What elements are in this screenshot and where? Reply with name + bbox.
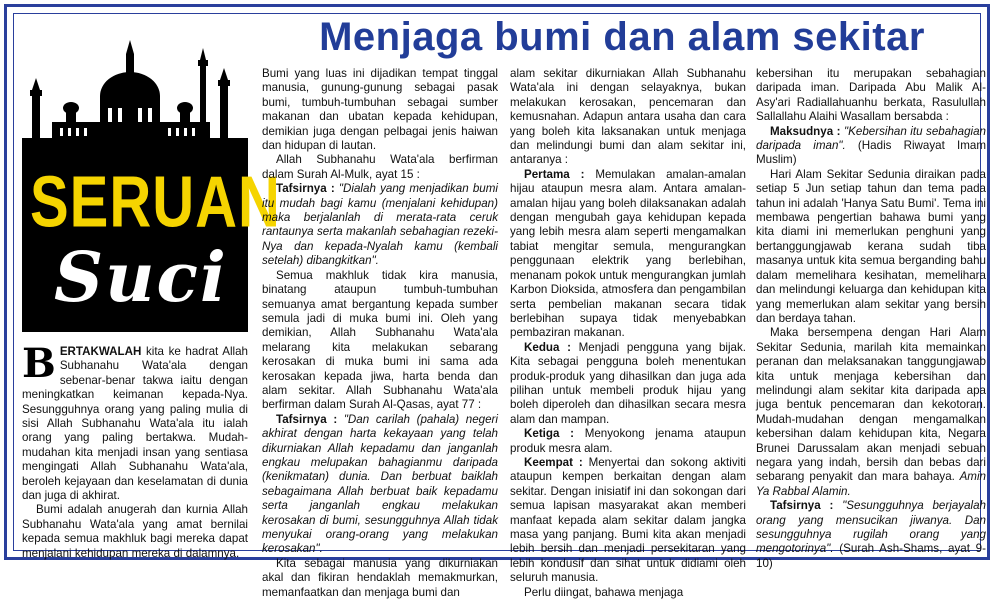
column-3 <box>510 67 746 600</box>
tafsir-paragraph <box>756 499 986 571</box>
paragraph <box>756 326 986 499</box>
column-1 <box>22 340 248 561</box>
maksud-paragraph <box>756 125 986 168</box>
tafsir-label: Tafsirnya : <box>276 412 338 426</box>
tafsir-paragraph <box>262 413 498 557</box>
article-title: Menjaga bumi dan alam sekitar <box>319 15 925 59</box>
paragraph: Perlu diingat, bahawa menjaga <box>524 585 684 599</box>
maksud-label: Maksudnya : <box>770 124 841 138</box>
tafsir-paragraph <box>262 182 498 268</box>
lead-word: ERTAKWALAH <box>59 345 142 358</box>
list-item-kedua <box>510 341 746 427</box>
hadith-source: (Hadis Riwayat Imam Muslim) <box>756 139 986 167</box>
paragraph: Kita sebagai manusia yang dikurniakan akal dan fikiran hendaklah memakmurkan, memanfaatkan dan menjaga bumi dan <box>262 556 498 599</box>
paragraph: Allah Subhanahu Wata'ala berfirman dalam Surah Al-Mulk, ayat 15 : <box>262 153 498 181</box>
tafsir-text: "Dan carilah (pahala) negeri akhirat dengan harta kekayaan yang telah dikurniakan Allah kepadamu dan janganlah engkau melupakan bahagianmu daripada (kenikmatan) dunia. Dan berbuat baiklah sebagaimana Allah berbuat baik kepadamu serta janganlah engkau melakukan kerosakan di bumi, sesungguhnya Allah tidak menyukai orang-orang yang melakukan kerosakan". <box>262 412 498 556</box>
item-label: Kedua : <box>524 340 571 354</box>
item-label: Keempat : <box>524 455 583 469</box>
item-label: Pertama : <box>524 167 585 181</box>
logo-suci-text: Suci <box>54 238 228 318</box>
tafsir-label: Tafsirnya : <box>770 499 834 513</box>
seruan-suci-logo <box>22 150 281 332</box>
item-text: Memulakan amalan-amalan hijau ataupun mesra alam. Antara amalan-amalan hijau yang boleh dilaksanakan adalah dengan mengubah gaya kehidupan kepada yang lebih mesra alam seperti mengamalkan tabiat mengitar semula, mengurangkan penggunaan elektrik yang berlebihan, menanam pokok untuk mengurangkan jumlah Karbon Dioksida, atmosfera dan pengambilan serta pembelian makanan secara tidak berlebihan supaya tidak menyebabkan pembaziran makanan. <box>510 167 746 340</box>
drop-cap: B <box>22 340 56 387</box>
paragraph-text: kita ke hadrat Allah Subhanahu Wata'ala dengan sebenar-benar takwa iaitu dengan meningkatkan keimanan kepada-Nya. Sesungguhnya orang yang paling mulia di sisi Allah Subhanahu Wata'ala itu ialah orang yang paling bertakwa. Mudah-mudahan kita menjadi insan yang sentiasa mengingati Allah Subhanahu Wata'ala, beroleh kejayaan dan keselamatan di dunia dan juga di akhirat. <box>22 345 248 503</box>
list-item-keempat <box>510 456 746 586</box>
paragraph: kebersihan itu merupakan sebahagian daripada iman. Daripada Abu Malik Al-Asy'ari Radiallahuanhu berkata, Rasulullah Sallallahu Alaihi Wasallam bersabda : <box>756 67 986 124</box>
paragraph: alam sekitar dikurniakan Allah Subhanahu Wata'ala ini dengan selayaknya, bukan melakukan kerosakan, pencemaran dan kemusnahan. Adapun antara usaha dan cara yang boleh kita laksanakan untuk menjaga dan melindungi bumi dan alam sekitar ini, antaranya : <box>510 67 746 167</box>
paragraph: Bumi adalah anugerah dan kurnia Allah Subhanahu Wata'ala yang amat bernilai kepada semua makhluk bagi mereka dapat menjalani kehidupan mereka di dalamnya. <box>22 503 248 560</box>
tafsir-text: "Dialah yang menjadikan bumi itu mudah bagi kamu (menjalani kehidupan) maka berjalanlah di merata-rata ceruk rantaunya serta makanlah sebahagian rezeki-Nya dan kepada-Nyalah kamu (kembali setelah) dibangkitkan". <box>262 182 498 268</box>
paragraph: Bumi yang luas ini dijadikan tempat tinggal manusia, gunung-gunung sebagai pasak bumi, tumbuh-tumbuhan sebagai sumber makanan dan ubatan kepada kehidupan, demikian juga dengan pelbagai jenis haiwan dan hidupan di lautan. <box>262 67 498 153</box>
logo-seruan-text: SERUAN <box>30 161 281 243</box>
surah-source: (Surah Ash-Shams, ayat 9-10) <box>756 542 986 570</box>
closing-prayer: Amin Ya Rabbal Alamin. <box>756 470 986 498</box>
mosque-silhouette-icon <box>22 34 248 154</box>
paragraph: Hari Alam Sekitar Sedunia diraikan pada setiap 5 Jun setiap tahun dan tema pada tahun ini adalah 'Hanya Satu Bumi'. Tema ini membawa pengertian bahawa bumi yang kita diami ini memerlukan penghuni yang bertanggungjawab kerana sudah tiba masanya untuk kita semua berganding bahu dalam memelihara kesihatan, memelihara dan melindungi keluarga dan kehidupan kita yang memerlukan alam sekitar yang bersih dan berdaya tahan. <box>756 167 986 325</box>
tafsir-text: "Sesungguhnya berjayalah orang yang mensucikan jiwanya. Dan sesungguhnya rugilah orang yang mengotorinya". <box>756 499 986 556</box>
item-text: Menyokong jenama ataupun produk mesra alam. <box>510 427 746 455</box>
column-4 <box>756 67 986 571</box>
list-item-pertama <box>510 168 746 341</box>
item-text: Menjadi pengguna yang bijak. Kita sebagai pengguna boleh menentukan produk-produk yang dihasilkan dan juga ada pilihan untuk membeli produk hijau yang boleh diperoleh dan dihasilkan secara mesra alam dan mampan. <box>510 340 747 426</box>
item-text: Menyertai dan sokong aktiviti ataupun kempen berkaitan dengan alam sekitar. Dengan inisiatif ini dan sokongan dari semua lapisan masyarakat akan memberi manfaat kepada alam sekitar dalam jangka masa yang panjang. Bumi kita akan menjadi lebih bersih dan menjadi persekitaran yang lebih kondusif dan sihat untuk didiami oleh seluruh manusia. <box>510 455 746 585</box>
item-label: Ketiga : <box>524 427 574 441</box>
list-item-ketiga <box>510 427 746 456</box>
paragraph: Semua makhluk tidak kira manusia, binatang ataupun tumbuh-tumbuhan semuanya amat bergantung kepada sumber semula jadi di muka bumi ini. Oleh yang demikian, Allah Subhanahu Wata'ala melarang kita melakukan sebarang kerosakan di muka bumi ini sama ada kerosakan kepada jiwa, harta benda dan alam sekitar. Allah Subhanahu Wata'ala berfirman dalam Surah Al-Qasas, ayat 77 : <box>262 268 498 412</box>
tafsir-label: Tafsirnya : <box>276 182 335 196</box>
paragraph <box>22 340 248 503</box>
paragraph-text: Maka bersempena dengan Hari Alam Sekitar Sedunia, marilah kita memainkan peranan dan melaksanakan tanggungjawab kita untuk menjaga kebersihan dan melindungi alam sekitar kita daripada apa juga bentuk pencemaran dan kekotoran. Mudah-mudahan dengan mengamalkan kebersihan dalam kehidupan kita, Negara Brunei Darussalam akan menjadi sebuah negara yang indah, bersih dan bebas dari sebarang penyakit dan mara bahaya. <box>756 326 986 484</box>
maksud-text: "Kebersihan itu sebahagian daripada iman". <box>756 124 986 153</box>
column-2 <box>262 67 498 600</box>
